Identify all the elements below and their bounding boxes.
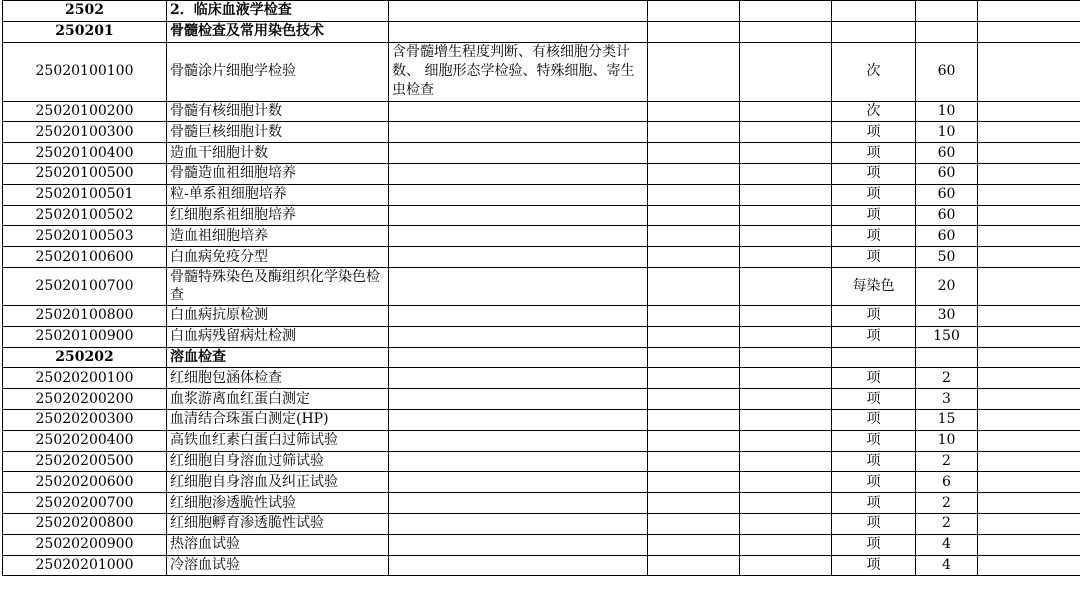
- item-content-cell: [389, 122, 648, 143]
- blank-cell: [648, 1, 740, 22]
- unit-cell: 项: [832, 205, 916, 226]
- blank-cell: [740, 163, 832, 184]
- blank-cell: [978, 555, 1080, 576]
- blank-cell: [648, 184, 740, 205]
- blank-cell: [978, 267, 1080, 305]
- blank-cell: [978, 430, 1080, 451]
- item-code-cell: 25020100800: [3, 305, 167, 326]
- blank-cell: [648, 305, 740, 326]
- blank-cell: [648, 493, 740, 514]
- blank-cell: [740, 534, 832, 555]
- item-content-cell: [389, 347, 648, 368]
- price-cell: 10: [916, 101, 978, 122]
- price-cell: 50: [916, 247, 978, 268]
- blank-cell: [978, 305, 1080, 326]
- item-name-cell: 骨髓有核细胞计数: [167, 101, 389, 122]
- price-cell: 15: [916, 409, 978, 430]
- item-content-cell: [389, 205, 648, 226]
- item-code-cell: 25020200100: [3, 368, 167, 389]
- price-cell: 4: [916, 555, 978, 576]
- price-table: [2, 0, 1080, 576]
- price-cell: 60: [916, 163, 978, 184]
- blank-cell: [740, 389, 832, 410]
- table-row: [3, 143, 1080, 164]
- blank-cell: [978, 163, 1080, 184]
- blank-cell: [648, 534, 740, 555]
- item-content-cell: [389, 143, 648, 164]
- blank-cell: [740, 122, 832, 143]
- item-name-cell: 骨髓造血祖细胞培养: [167, 163, 389, 184]
- item-name-cell: 热溶血试验: [167, 534, 389, 555]
- price-cell: 2: [916, 513, 978, 534]
- blank-cell: [740, 326, 832, 347]
- unit-cell: 项: [832, 409, 916, 430]
- table-row: [3, 42, 1080, 101]
- table-row: [3, 513, 1080, 534]
- blank-cell: [978, 226, 1080, 247]
- item-code-cell: 25020200800: [3, 513, 167, 534]
- item-code-cell: 25020200200: [3, 389, 167, 410]
- blank-cell: [648, 513, 740, 534]
- unit-cell: 项: [832, 305, 916, 326]
- item-code-cell: 25020100503: [3, 226, 167, 247]
- blank-cell: [740, 21, 832, 42]
- unit-cell: 项: [832, 534, 916, 555]
- price-cell: 2: [916, 451, 978, 472]
- item-content-cell: [389, 305, 648, 326]
- unit-cell: 项: [832, 226, 916, 247]
- item-content-cell: [389, 368, 648, 389]
- item-content-cell: 含骨髓增生程度判断、有核细胞分类计数、 细胞形态学检验、特殊细胞、寄生虫检查: [389, 42, 648, 101]
- blank-cell: [648, 430, 740, 451]
- blank-cell: [740, 493, 832, 514]
- item-code-cell: 25020100502: [3, 205, 167, 226]
- item-name-cell: 红细胞自身溶血及纠正试验: [167, 472, 389, 493]
- item-code-cell: 250201: [3, 21, 167, 42]
- table-row: [3, 368, 1080, 389]
- table-row: [3, 305, 1080, 326]
- item-name-cell: 红细胞渗透脆性试验: [167, 493, 389, 514]
- blank-cell: [648, 21, 740, 42]
- item-content-cell: [389, 21, 648, 42]
- blank-cell: [978, 326, 1080, 347]
- unit-cell: [832, 347, 916, 368]
- blank-cell: [978, 368, 1080, 389]
- blank-cell: [648, 555, 740, 576]
- unit-cell: 项: [832, 247, 916, 268]
- blank-cell: [648, 368, 740, 389]
- blank-cell: [740, 226, 832, 247]
- unit-cell: [832, 21, 916, 42]
- price-cell: 2: [916, 368, 978, 389]
- price-cell: 60: [916, 226, 978, 247]
- blank-cell: [740, 42, 832, 101]
- unit-cell: 项: [832, 555, 916, 576]
- table-row: [3, 555, 1080, 576]
- item-name-cell: 2．临床血液学检查: [167, 1, 389, 22]
- blank-cell: [740, 472, 832, 493]
- table-row: [3, 122, 1080, 143]
- item-name-cell: 红细胞包涵体检查: [167, 368, 389, 389]
- unit-cell: 项: [832, 472, 916, 493]
- item-content-cell: [389, 1, 648, 22]
- item-name-cell: 骨髓检查及常用染色技术: [167, 21, 389, 42]
- blank-cell: [978, 247, 1080, 268]
- table-row: [3, 326, 1080, 347]
- table-row: [3, 472, 1080, 493]
- blank-cell: [648, 409, 740, 430]
- table-row: [3, 21, 1080, 42]
- table-row: [3, 184, 1080, 205]
- blank-cell: [740, 451, 832, 472]
- item-content-cell: [389, 184, 648, 205]
- blank-cell: [648, 205, 740, 226]
- blank-cell: [978, 143, 1080, 164]
- blank-cell: [978, 101, 1080, 122]
- item-name-cell: 骨髓特殊染色及酶组织化学染色检查: [167, 267, 389, 305]
- blank-cell: [740, 184, 832, 205]
- item-code-cell: 25020100600: [3, 247, 167, 268]
- blank-cell: [740, 143, 832, 164]
- blank-cell: [978, 472, 1080, 493]
- price-cell: 3: [916, 389, 978, 410]
- price-cell: 6: [916, 472, 978, 493]
- unit-cell: 项: [832, 122, 916, 143]
- price-cell: 2: [916, 493, 978, 514]
- item-code-cell: 25020100900: [3, 326, 167, 347]
- item-code-cell: 25020100700: [3, 267, 167, 305]
- item-code-cell: 25020200400: [3, 430, 167, 451]
- item-code-cell: 25020100500: [3, 163, 167, 184]
- blank-cell: [978, 513, 1080, 534]
- item-content-cell: [389, 513, 648, 534]
- item-content-cell: [389, 247, 648, 268]
- unit-cell: 项: [832, 493, 916, 514]
- blank-cell: [740, 513, 832, 534]
- unit-cell: 项: [832, 451, 916, 472]
- item-content-cell: [389, 101, 648, 122]
- unit-cell: 项: [832, 163, 916, 184]
- item-content-cell: [389, 430, 648, 451]
- item-code-cell: 25020100400: [3, 143, 167, 164]
- table-row: [3, 409, 1080, 430]
- item-name-cell: 造血祖细胞培养: [167, 226, 389, 247]
- table-row: [3, 101, 1080, 122]
- blank-cell: [978, 122, 1080, 143]
- item-code-cell: 25020100100: [3, 42, 167, 101]
- blank-cell: [978, 493, 1080, 514]
- price-cell: [916, 21, 978, 42]
- unit-cell: 项: [832, 326, 916, 347]
- price-cell: 10: [916, 122, 978, 143]
- item-name-cell: 白血病残留病灶检测: [167, 326, 389, 347]
- item-content-cell: [389, 409, 648, 430]
- item-name-cell: 造血干细胞计数: [167, 143, 389, 164]
- blank-cell: [740, 555, 832, 576]
- item-content-cell: [389, 226, 648, 247]
- blank-cell: [740, 267, 832, 305]
- blank-cell: [978, 1, 1080, 22]
- price-cell: 10: [916, 430, 978, 451]
- item-name-cell: 高铁血红素白蛋白过筛试验: [167, 430, 389, 451]
- table-row: [3, 247, 1080, 268]
- blank-cell: [648, 226, 740, 247]
- item-name-cell: 溶血检查: [167, 347, 389, 368]
- blank-cell: [740, 247, 832, 268]
- item-name-cell: 骨髓巨核细胞计数: [167, 122, 389, 143]
- item-code-cell: 250202: [3, 347, 167, 368]
- item-name-cell: 白血病抗原检测: [167, 305, 389, 326]
- price-cell: 150: [916, 326, 978, 347]
- blank-cell: [648, 247, 740, 268]
- item-content-cell: [389, 163, 648, 184]
- blank-cell: [740, 347, 832, 368]
- item-code-cell: 25020100300: [3, 122, 167, 143]
- blank-cell: [648, 451, 740, 472]
- unit-cell: 每染色: [832, 267, 916, 305]
- item-content-cell: [389, 534, 648, 555]
- blank-cell: [978, 409, 1080, 430]
- blank-cell: [648, 163, 740, 184]
- blank-cell: [978, 21, 1080, 42]
- blank-cell: [648, 347, 740, 368]
- table-row: [3, 493, 1080, 514]
- item-code-cell: 25020100501: [3, 184, 167, 205]
- blank-cell: [648, 143, 740, 164]
- price-cell: 60: [916, 184, 978, 205]
- blank-cell: [648, 122, 740, 143]
- table-row: [3, 267, 1080, 305]
- item-code-cell: 25020200700: [3, 493, 167, 514]
- item-code-cell: 25020200300: [3, 409, 167, 430]
- price-cell: [916, 1, 978, 22]
- item-name-cell: 血清结合珠蛋白测定(HP): [167, 409, 389, 430]
- item-content-cell: [389, 472, 648, 493]
- blank-cell: [978, 451, 1080, 472]
- price-cell: 4: [916, 534, 978, 555]
- item-content-cell: [389, 451, 648, 472]
- item-code-cell: 2502: [3, 1, 167, 22]
- unit-cell: 项: [832, 430, 916, 451]
- blank-cell: [978, 389, 1080, 410]
- item-name-cell: 粒-单系祖细胞培养: [167, 184, 389, 205]
- unit-cell: 项: [832, 513, 916, 534]
- item-name-cell: 血浆游离血红蛋白测定: [167, 389, 389, 410]
- unit-cell: 项: [832, 143, 916, 164]
- blank-cell: [648, 326, 740, 347]
- price-cell: 60: [916, 42, 978, 101]
- blank-cell: [740, 1, 832, 22]
- item-code-cell: 25020200900: [3, 534, 167, 555]
- table-row: [3, 389, 1080, 410]
- blank-cell: [648, 472, 740, 493]
- item-code-cell: 25020200500: [3, 451, 167, 472]
- blank-cell: [740, 205, 832, 226]
- unit-cell: 项: [832, 368, 916, 389]
- item-name-cell: 白血病免疫分型: [167, 247, 389, 268]
- item-content-cell: [389, 326, 648, 347]
- item-name-cell: 红细胞孵育渗透脆性试验: [167, 513, 389, 534]
- price-table-body: [3, 1, 1080, 576]
- item-name-cell: 红细胞自身溶血过筛试验: [167, 451, 389, 472]
- unit-cell: 项: [832, 184, 916, 205]
- table-row: [3, 1, 1080, 22]
- table-row: [3, 205, 1080, 226]
- unit-cell: 次: [832, 101, 916, 122]
- table-row: [3, 430, 1080, 451]
- table-row: [3, 534, 1080, 555]
- blank-cell: [978, 205, 1080, 226]
- item-content-cell: [389, 555, 648, 576]
- price-cell: 60: [916, 205, 978, 226]
- blank-cell: [978, 347, 1080, 368]
- table-row: [3, 163, 1080, 184]
- blank-cell: [648, 101, 740, 122]
- blank-cell: [740, 430, 832, 451]
- item-code-cell: 25020201000: [3, 555, 167, 576]
- item-name-cell: 冷溶血试验: [167, 555, 389, 576]
- blank-cell: [978, 534, 1080, 555]
- price-cell: 60: [916, 143, 978, 164]
- blank-cell: [978, 184, 1080, 205]
- price-cell: [916, 347, 978, 368]
- blank-cell: [740, 101, 832, 122]
- price-cell: 20: [916, 267, 978, 305]
- price-cell: 30: [916, 305, 978, 326]
- item-name-cell: 骨髓涂片细胞学检验: [167, 42, 389, 101]
- item-code-cell: 25020100200: [3, 101, 167, 122]
- blank-cell: [648, 42, 740, 101]
- blank-cell: [648, 389, 740, 410]
- item-content-cell: [389, 267, 648, 305]
- item-content-cell: [389, 389, 648, 410]
- table-row: [3, 451, 1080, 472]
- item-name-cell: 红细胞系祖细胞培养: [167, 205, 389, 226]
- blank-cell: [978, 42, 1080, 101]
- blank-cell: [740, 368, 832, 389]
- table-row: [3, 347, 1080, 368]
- item-content-cell: [389, 493, 648, 514]
- table-row: [3, 226, 1080, 247]
- unit-cell: [832, 1, 916, 22]
- blank-cell: [648, 267, 740, 305]
- unit-cell: 项: [832, 389, 916, 410]
- blank-cell: [740, 305, 832, 326]
- item-code-cell: 25020200600: [3, 472, 167, 493]
- blank-cell: [740, 409, 832, 430]
- unit-cell: 次: [832, 42, 916, 101]
